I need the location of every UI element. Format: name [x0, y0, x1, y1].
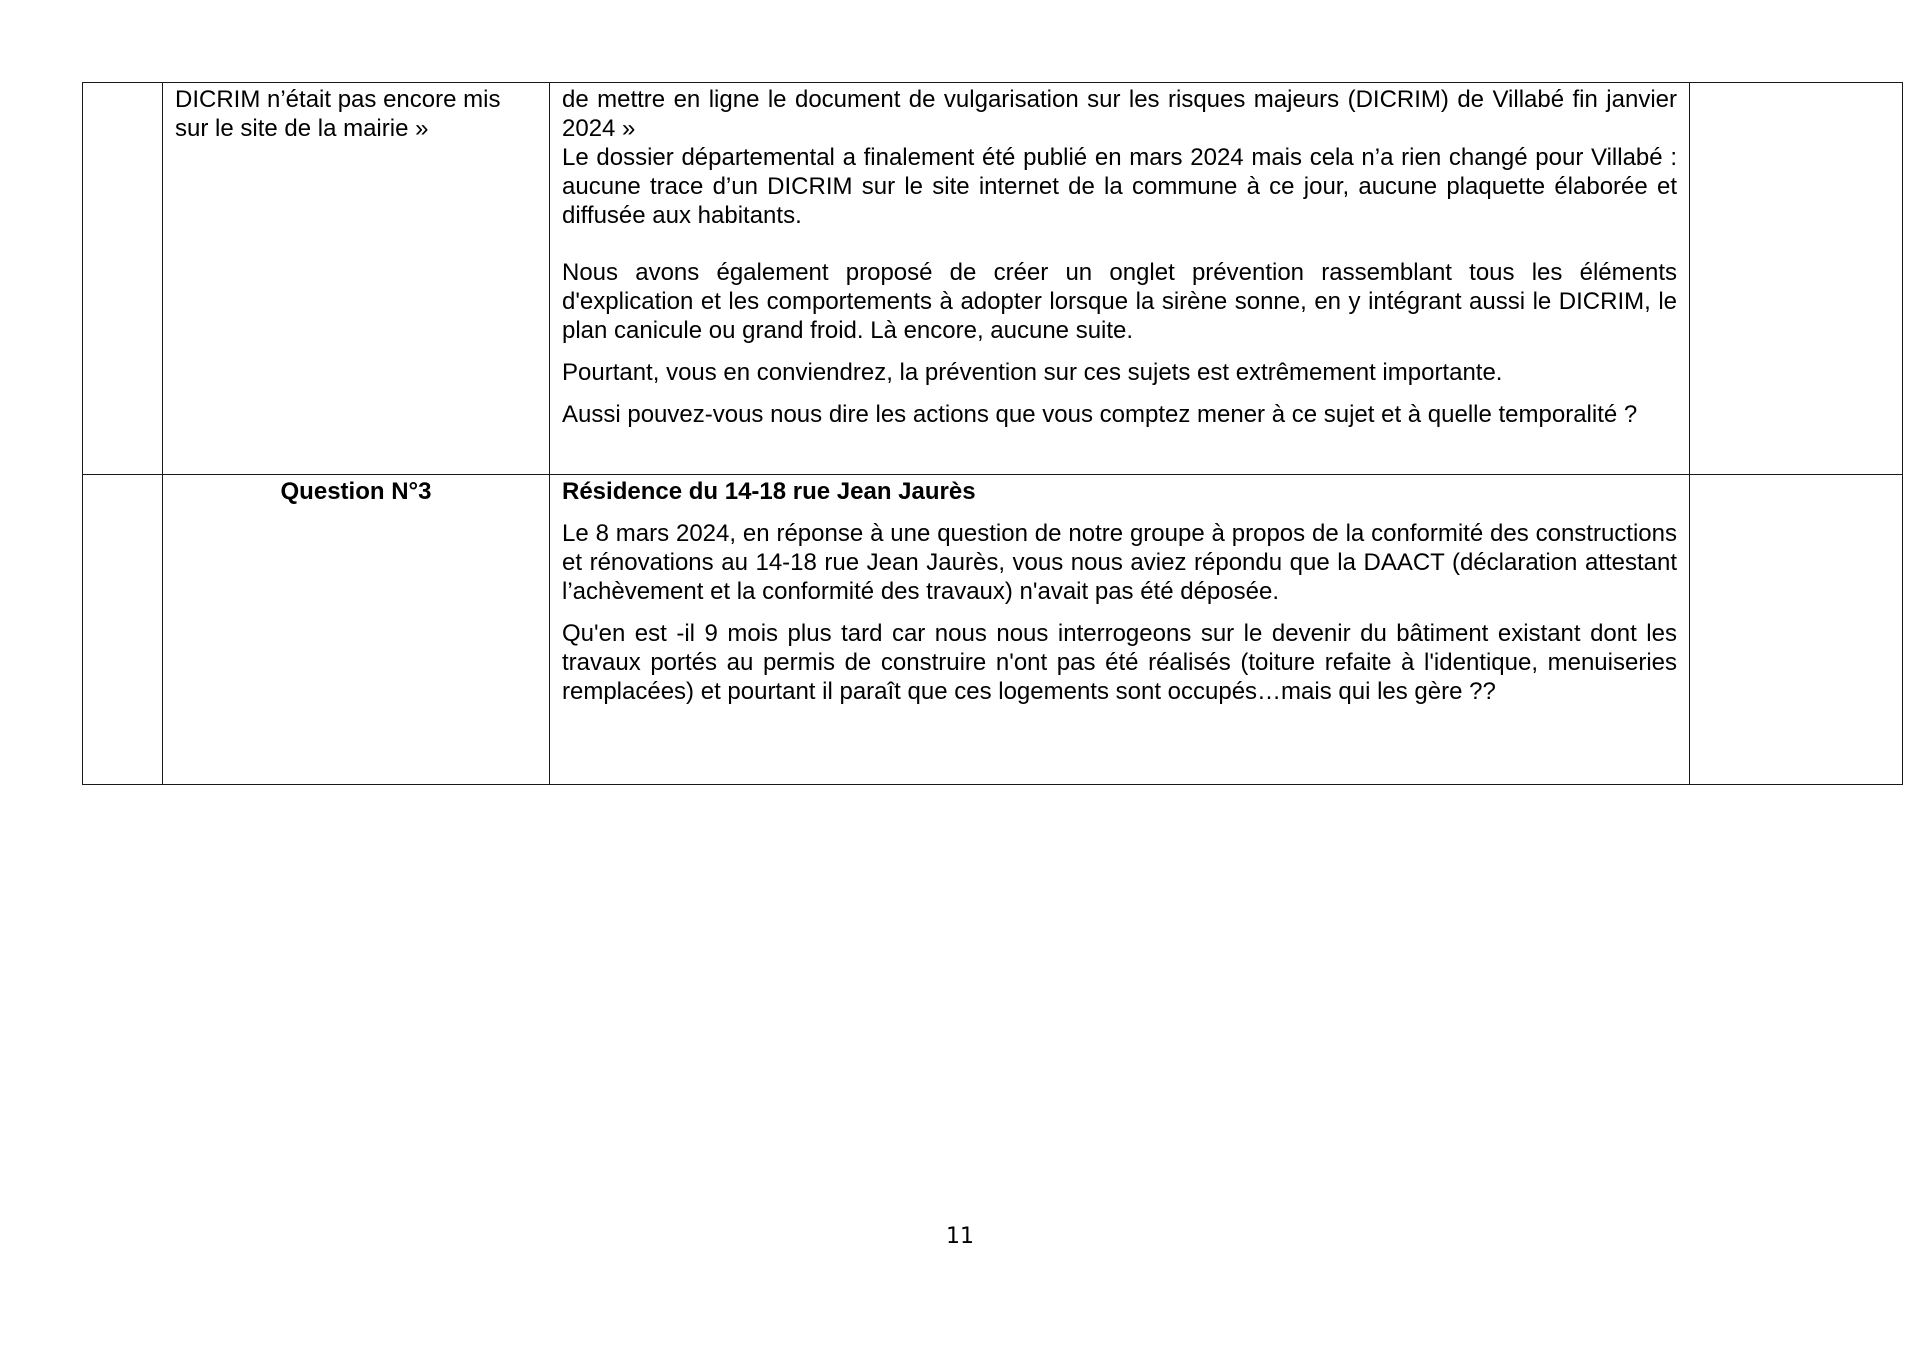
paragraph: de mettre en ligne le document de vulgarisation sur les risques majeurs (DICRIM) de Villabé fin janvier 2024 » — [562, 86, 1677, 142]
paragraph: Qu'en est -il 9 mois plus tard car nous nous interrogeons sur le devenir du bâtiment existant dont les travaux portés au permis de construire n'ont pas été réalisés (toiture refaite à l'identique, menuiseries remplacées) et pourtant il paraît que ces logements sont occupés…mais qui les gère ?? — [562, 620, 1677, 705]
paragraph: Le 8 mars 2024, en réponse à une question de notre groupe à propos de la conformité des constructions et rénovations au 14-18 rue Jean Jaurès, vous nous aviez répondu que la DAACT (déclaration attestant l’achèvement et la conformité des travaux) n'avait pas été déposée. — [562, 520, 1677, 605]
table-row — [83, 475, 1903, 785]
question-text-cell — [550, 475, 1690, 785]
paragraph: Aussi pouvez-vous nous dire les actions que vous comptez mener à ce sujet et à quelle temporalité ? — [562, 401, 1638, 428]
question-label: DICRIM n’était pas encore mis sur le site de la mairie » — [175, 86, 501, 142]
questions-table — [82, 82, 1903, 785]
paragraph: Nous avons également proposé de créer un onglet prévention rassemblant tous les éléments d'explication et les comportements à adopter lorsque la sirène sonne, en y intégrant aussi le DICRIM, le plan canicule ou grand froid. Là encore, aucune suite. — [562, 259, 1677, 344]
table-row — [83, 83, 1903, 475]
question-label-cell — [163, 83, 550, 475]
answer-cell — [1690, 475, 1903, 785]
question-text-cell — [550, 83, 1690, 475]
number-cell — [83, 475, 163, 785]
paragraph: Le dossier départemental a finalement été publié en mars 2024 mais cela n’a rien changé pour Villabé : aucune trace d’un DICRIM sur le site internet de la commune à ce jour, aucune plaquette élaborée et diffusée aux habitants. — [562, 144, 1677, 229]
answer-cell — [1690, 83, 1903, 475]
question-heading: Résidence du 14-18 rue Jean Jaurès — [562, 478, 976, 505]
question-number: Question N°3 — [280, 478, 432, 505]
question-label-cell — [163, 475, 550, 785]
page-number: 11 — [946, 1224, 974, 1249]
paragraph: Pourtant, vous en conviendrez, la prévention sur ces sujets est extrêmement importante. — [562, 359, 1503, 386]
number-cell — [83, 83, 163, 475]
